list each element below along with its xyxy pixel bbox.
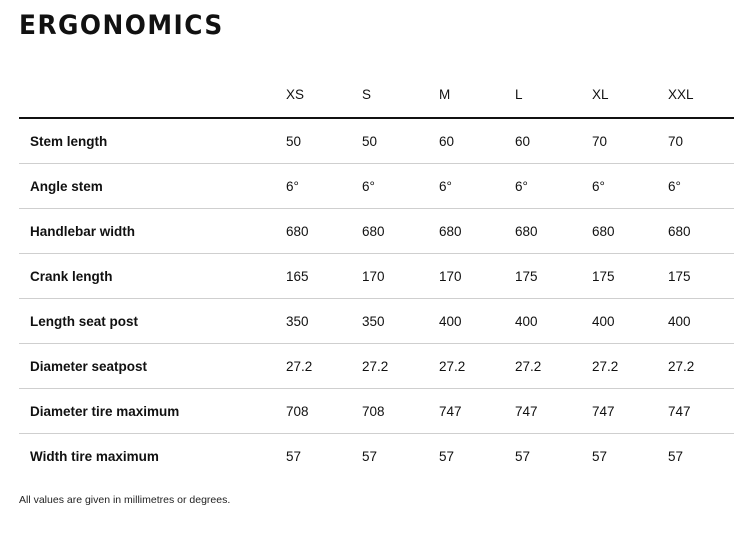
column-header-size: M: [439, 72, 515, 118]
table-cell: 747: [515, 389, 592, 434]
table-row: [19, 299, 734, 344]
table-cell: 57: [439, 448, 455, 464]
row-label: Handlebar width: [19, 209, 286, 254]
table-cell: 57: [515, 448, 531, 464]
row-label: Stem length: [19, 118, 286, 164]
table-row: [19, 389, 734, 434]
units-footnote: All values are given in millimetres or degrees.: [19, 494, 231, 506]
column-header-size: L: [515, 72, 592, 118]
table-cell: 57: [286, 448, 302, 464]
row-label: Width tire maximum: [30, 448, 159, 464]
table-cell: 680: [439, 209, 515, 254]
table-cell: 60: [439, 118, 515, 164]
table-row: [19, 209, 734, 254]
table-cell: 175: [668, 254, 734, 299]
table-cell: 6°: [668, 164, 734, 209]
table-cell: 27.2: [439, 344, 515, 389]
table-cell: 27.2: [592, 344, 668, 389]
table-row: [19, 118, 734, 164]
header-spacer: [19, 72, 286, 118]
table-row: [19, 344, 734, 389]
table-cell: 6°: [592, 164, 668, 209]
table-cell: 6°: [286, 164, 362, 209]
row-label: Angle stem: [19, 164, 286, 209]
ergonomics-table: [19, 72, 734, 478]
table-row: [19, 434, 734, 479]
table-cell: 50: [362, 118, 439, 164]
table-cell: 400: [439, 299, 515, 344]
table-cell: 57: [592, 448, 608, 464]
column-header-size: XL: [592, 72, 668, 118]
table-cell: 747: [592, 389, 668, 434]
table-cell: 708: [286, 389, 362, 434]
table-cell: 400: [515, 299, 592, 344]
table-cell: 57: [362, 448, 378, 464]
table-cell: 27.2: [515, 344, 592, 389]
table-cell: 175: [515, 254, 592, 299]
table-row: [19, 164, 734, 209]
table-cell: 680: [668, 209, 734, 254]
row-label: Diameter tire maximum: [19, 389, 286, 434]
table-cell: 400: [668, 299, 734, 344]
table-cell: 6°: [362, 164, 439, 209]
table-cell: 6°: [439, 164, 515, 209]
table-cell: 27.2: [286, 344, 362, 389]
table-cell: 680: [515, 209, 592, 254]
table-cell: 70: [668, 118, 734, 164]
table-cell: 350: [286, 299, 362, 344]
table-cell: 747: [439, 389, 515, 434]
table-header-row: [19, 72, 734, 118]
table-cell: 350: [362, 299, 439, 344]
table-cell: 6°: [515, 164, 592, 209]
page-title: ERGONOMICS: [19, 10, 224, 41]
table-cell: 747: [668, 389, 734, 434]
table-cell: 175: [592, 254, 668, 299]
table-row: [19, 254, 734, 299]
table-cell: 680: [362, 209, 439, 254]
table-cell: 400: [592, 299, 668, 344]
table-cell: 27.2: [362, 344, 439, 389]
column-header-size: XXL: [668, 72, 734, 118]
row-label: Diameter seatpost: [19, 344, 286, 389]
table-cell: 70: [592, 118, 668, 164]
table-cell: 170: [439, 254, 515, 299]
table-cell: 60: [515, 118, 592, 164]
row-label: Crank length: [19, 254, 286, 299]
column-header-size: S: [362, 72, 439, 118]
table-cell: 680: [286, 209, 362, 254]
table-cell: 57: [668, 448, 684, 464]
table-cell: 50: [286, 118, 362, 164]
table-cell: 165: [286, 254, 362, 299]
table-cell: 27.2: [668, 344, 734, 389]
column-header-size: XS: [286, 72, 362, 118]
table-cell: 680: [592, 209, 668, 254]
table-cell: 170: [362, 254, 439, 299]
row-label: Length seat post: [19, 299, 286, 344]
table-cell: 708: [362, 389, 439, 434]
